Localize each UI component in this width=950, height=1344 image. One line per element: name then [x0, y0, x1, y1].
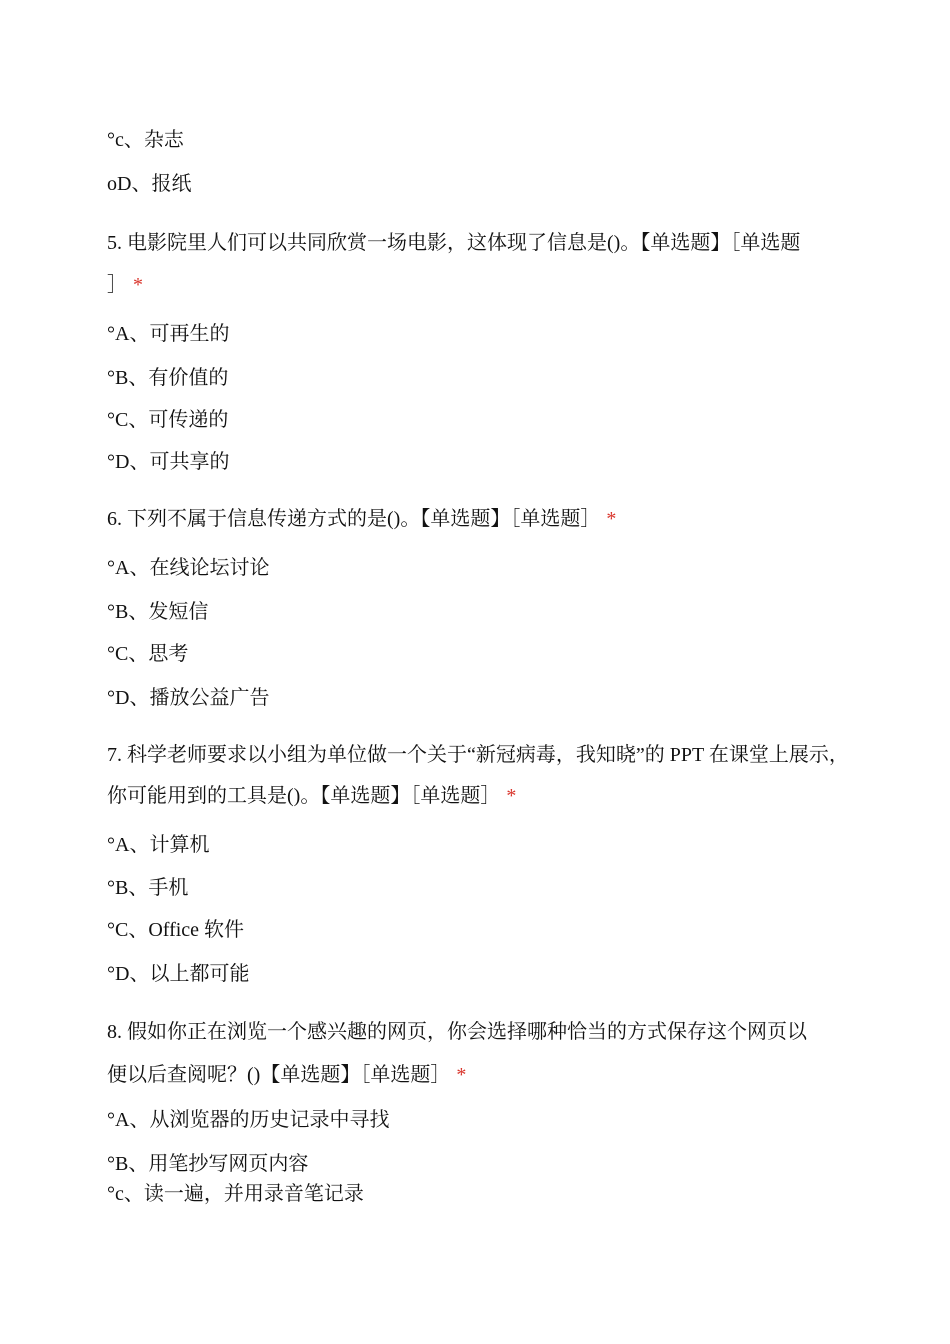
option-4c: °c、杂志 — [107, 129, 184, 151]
question-8-title-cont: 便以后查阅呢？()【单选题】［单选题］ * — [107, 1064, 467, 1086]
option-5c: °C、可传递的 — [107, 409, 229, 431]
required-star: * — [506, 785, 517, 807]
option-4d: oD、报纸 — [107, 173, 192, 195]
option-8a: °A、从浏览器的历史记录中寻找 — [107, 1109, 390, 1131]
option-7c: °C、Office 软件 — [107, 919, 245, 941]
question-8-title: 8. 假如你正在浏览一个感兴趣的网页，你会选择哪种恰当的方式保存这个网页以 — [107, 1021, 807, 1043]
option-6a: °A、在线论坛讨论 — [107, 557, 270, 579]
option-7d: °D、以上都可能 — [107, 963, 250, 985]
option-5d: °D、可共享的 — [107, 451, 230, 473]
option-7a: °A、计算机 — [107, 834, 210, 856]
question-7-title: 7. 科学老师要求以小组为单位做一个关于“新冠病毒，我知晓”的 PPT 在课堂上展示， — [107, 744, 849, 766]
option-5a: °A、可再生的 — [107, 323, 230, 345]
option-6d: °D、播放公益广告 — [107, 687, 270, 709]
question-7-title-cont: 你可能用到的工具是()。【单选题】［单选题］ * — [107, 785, 517, 807]
required-star: * — [133, 274, 143, 296]
question-6-title: 6. 下列不属于信息传递方式的是()。【单选题】［单选题］ * — [107, 508, 617, 530]
required-star: * — [456, 1064, 467, 1086]
required-star: * — [606, 508, 617, 530]
option-6c: °C、思考 — [107, 643, 189, 665]
option-7b: °B、手机 — [107, 877, 189, 899]
option-6b: °B、发短信 — [107, 601, 209, 623]
option-8b: °B、用笔抄写网页内容 — [107, 1153, 309, 1175]
option-8c: °c、读一遍，并用录音笔记录 — [107, 1183, 364, 1205]
option-5b: °B、有价值的 — [107, 367, 229, 389]
question-5-title: 5. 电影院里人们可以共同欣赏一场电影，这体现了信息是()。【单选题】［单选题 — [107, 232, 801, 254]
question-5-title-cont: ］ * — [107, 274, 143, 296]
